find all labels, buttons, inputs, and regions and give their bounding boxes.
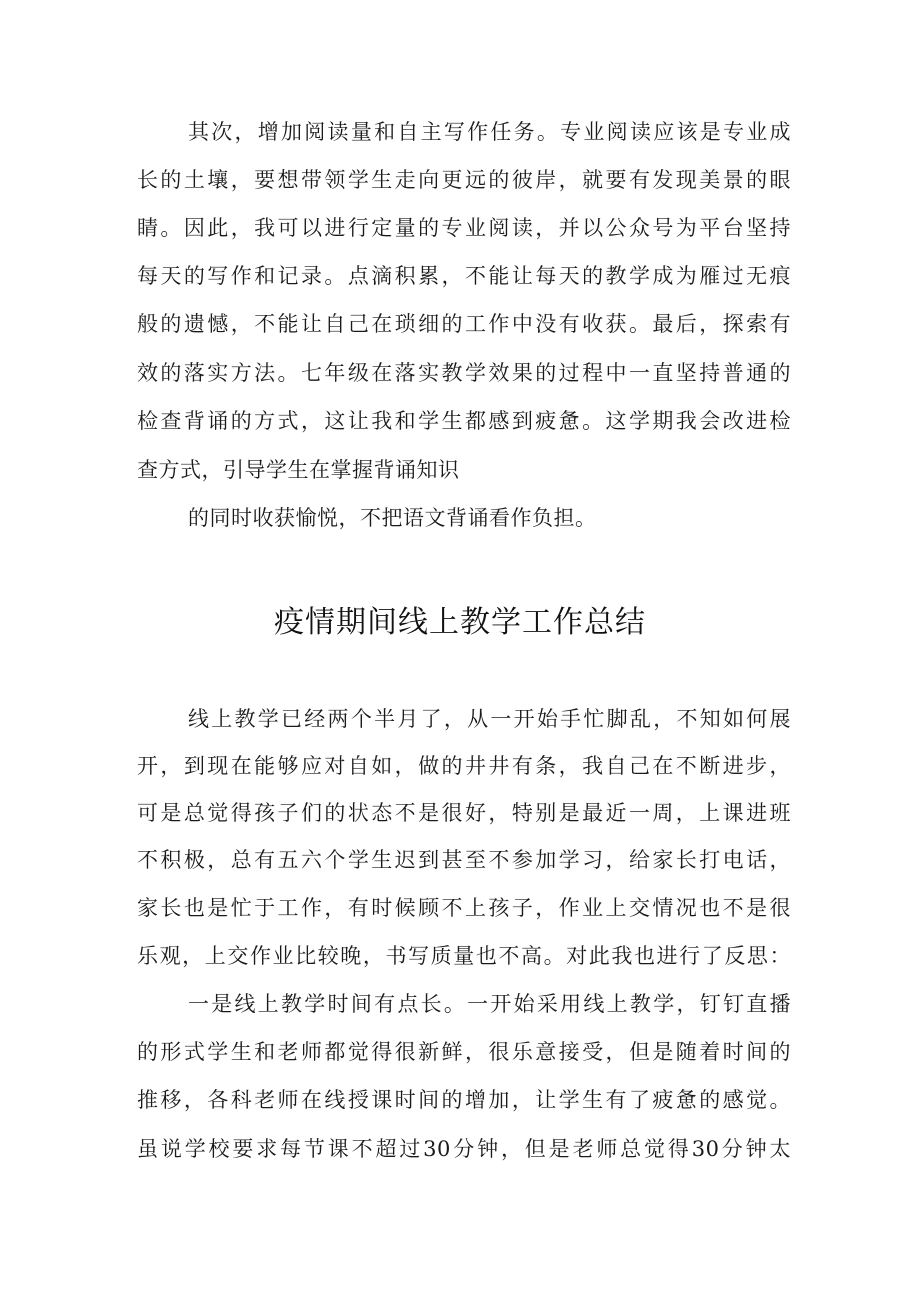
paragraph-line: 其次，增加阅读量和自主写作任务。专业阅读应该是专业成 [188, 120, 791, 144]
paragraph-line: 乐观，上交作业比较晚，书写质量也不高。对此我也进行了反思： [137, 944, 791, 968]
paragraph-line: 般的遗憾，不能让自己在琐细的工作中没有收获。最后，探索有 [137, 312, 791, 336]
section-title: 疫情期间线上教学工作总结 [274, 605, 646, 640]
paragraph-line: 每天的写作和记录。点滴积累，不能让每天的教学成为雁过无痕 [137, 264, 791, 288]
paragraph-line: 睛。因此，我可以进行定量的专业阅读，并以公众号为平台坚持 [137, 216, 791, 240]
paragraph-line: 检查背诵的方式，这让我和学生都感到疲惫。这学期我会改进检 [137, 409, 791, 433]
paragraph-line: 的同时收获愉悦，不把语文背诵看作负担。 [188, 506, 597, 530]
paragraph-line: 查方式，引导学生在掌握背诵知识 [137, 458, 460, 482]
paragraph-line: 开，到现在能够应对自如，做的井井有条，我自己在不断进步， [137, 754, 791, 778]
paragraph-line: 可是总觉得孩子们的状态不是很好，特别是最近一周，上课进班 [137, 801, 791, 825]
paragraph-line: 的形式学生和老师都觉得很新鲜，很乐意接受，但是随着时间的 [137, 1040, 791, 1064]
paragraph-line: 虽说学校要求每节课不超过30分钟，但是老师总觉得30分钟太 [137, 1137, 791, 1161]
paragraph-line: 家长也是忙于工作，有时候顾不上孩子，作业上交情况也不是很 [137, 896, 791, 920]
paragraph-line: 长的土壤，要想带领学生走向更远的彼岸，就要有发现美景的眼 [137, 168, 791, 192]
paragraph-line: 不积极，总有五六个学生迟到甚至不参加学习，给家长打电话， [137, 848, 791, 872]
paragraph-line: 线上教学已经两个半月了，从一开始手忙脚乱，不知如何展 [188, 707, 791, 731]
paragraph-line: 效的落实方法。七年级在落实教学效果的过程中一直坚持普通的 [137, 361, 791, 385]
paragraph-line: 推移，各科老师在线授课时间的增加，让学生有了疲惫的感觉。 [137, 1088, 791, 1112]
paragraph-line: 一是线上教学时间有点长。一开始采用线上教学，钉钉直播 [188, 992, 791, 1016]
